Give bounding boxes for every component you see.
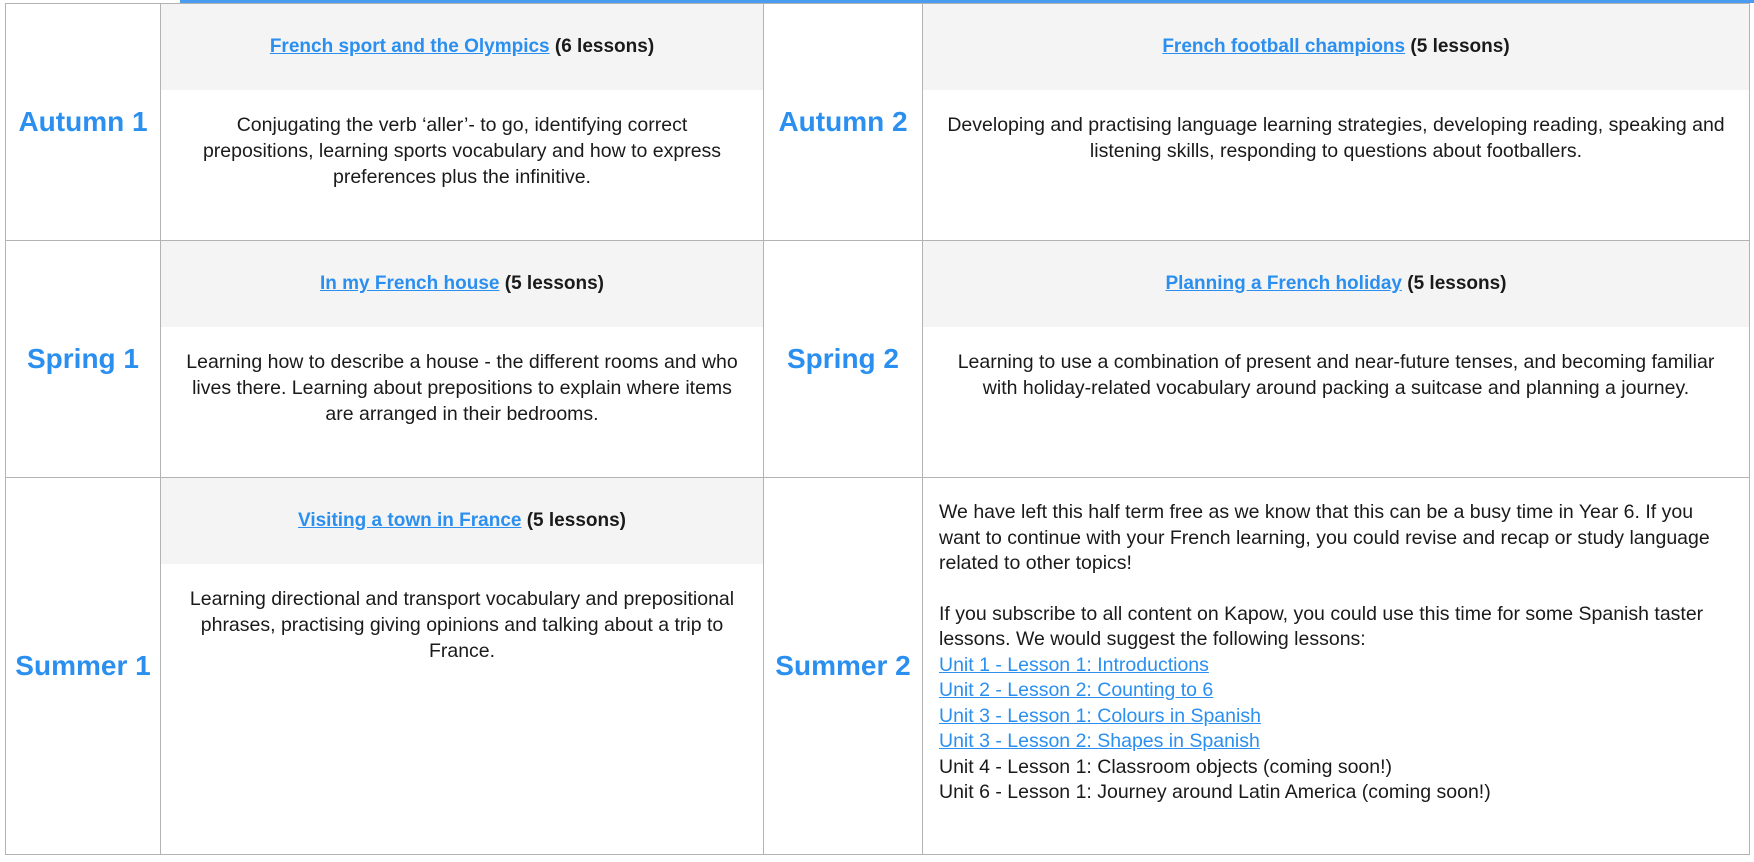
unit-header	[923, 241, 1749, 327]
unit-cell	[161, 4, 764, 241]
unit-cell	[923, 4, 1750, 241]
term-label: Autumn 1	[6, 4, 161, 241]
lesson-count: (5 lessons)	[1401, 273, 1507, 294]
term-label: Autumn 2	[764, 4, 923, 241]
lesson-link[interactable]: Unit 3 - Lesson 1: Colours in Spanish	[939, 704, 1261, 727]
curriculum-table	[5, 3, 1750, 855]
lesson-count: (6 lessons)	[549, 36, 655, 57]
free-term-cell	[923, 478, 1750, 855]
unit-link[interactable]: French football champions	[1162, 36, 1406, 57]
unit-header	[923, 4, 1749, 90]
lesson-link[interactable]: Unit 2 - Lesson 2: Counting to 6	[939, 679, 1214, 701]
lesson-count: (5 lessons)	[499, 273, 605, 294]
unit-link[interactable]: In my French house	[319, 273, 500, 294]
table-row	[6, 4, 1750, 241]
term-label: Summer 2	[764, 478, 923, 855]
unit-link[interactable]: Planning a French holiday	[1165, 273, 1402, 294]
table-row	[6, 241, 1750, 478]
free-term-note: We have left this half term free as we know that this can be a busy time in Year 6. If you want to continue with your French learning, you could revise and recap or study language related to other topics!	[939, 501, 1710, 574]
term-label: Spring 1	[6, 241, 161, 478]
term-label: Spring 2	[764, 241, 923, 478]
unit-cell	[161, 241, 764, 478]
term-label: Summer 1	[6, 478, 161, 855]
lesson-count: (5 lessons)	[1405, 36, 1510, 57]
unit-description: Conjugating the verb ‘aller’- to go, identifying correct prepositions, learning sports vocabulary and how to express preferences plus the infinitive.	[202, 114, 722, 188]
lesson-link[interactable]: Unit 3 - Lesson 2: Shapes in Spanish	[939, 730, 1260, 752]
unit-description: Learning directional and transport vocabulary and prepositional phrases, practising giving opinions and talking about a trip to France.	[189, 588, 735, 662]
unit-header	[161, 4, 763, 90]
lesson-item: Unit 4 - Lesson 1: Classroom objects (coming soon!)	[939, 755, 1393, 778]
unit-cell	[161, 478, 764, 855]
unit-header	[161, 478, 763, 564]
suggestion-intro: If you subscribe to all content on Kapow, you could use this time for some Spanish taster lessons. We would suggest the following lessons:	[939, 602, 1704, 650]
unit-description: Learning how to describe a house - the different rooms and who lives there. Learning about prepositions to explain where items are arranged in their bedrooms.	[186, 351, 738, 425]
unit-description: Learning to use a combination of present and near-future tenses, and becoming familiar with holiday-related vocabulary around packing a suitcase and planning a journey.	[957, 351, 1715, 399]
lesson-item: Unit 6 - Lesson 1: Journey around Latin America (coming soon!)	[939, 781, 1491, 803]
unit-cell	[923, 241, 1750, 478]
unit-link[interactable]: French sport and the Olympics	[269, 36, 550, 57]
unit-link[interactable]: Visiting a town in France	[297, 510, 522, 531]
unit-header	[161, 241, 763, 327]
lesson-link[interactable]: Unit 1 - Lesson 1: Introductions	[939, 653, 1209, 676]
unit-description: Developing and practising language learning strategies, developing reading, speaking and listening skills, responding to questions about footballers.	[947, 114, 1725, 162]
table-row	[6, 478, 1750, 855]
lesson-count: (5 lessons)	[521, 510, 626, 531]
spanish-suggestion	[939, 602, 1735, 806]
